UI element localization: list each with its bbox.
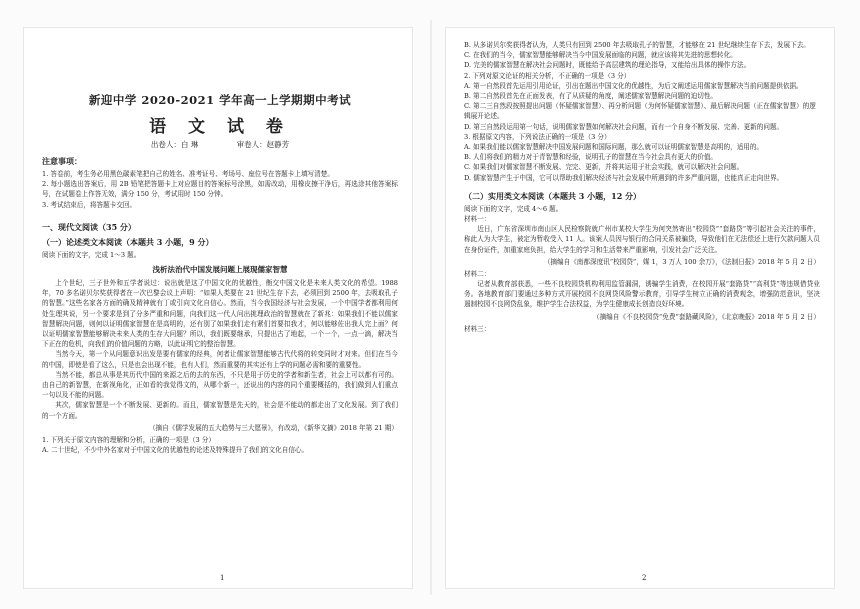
material-label: 材料一：: [464, 215, 491, 224]
exam-subtitle: 语 文 试 卷: [149, 117, 291, 137]
notice-3: 3. 考试结束后，将答题卡交回。: [42, 200, 137, 209]
page-number: 1: [220, 574, 225, 582]
section-heading: 一、现代文阅读（35 分）: [42, 221, 136, 232]
material-text: 近日，广东省深圳市南山区人民检察院就广州市某校大学生为何突然寄出“校园贷”“套路贷”等引起社会关注的事件，称此人为大学生，被定为暂收受入 11 人。该案人员因与银行的合同关系被骗贷，导致他们在无法偿还上进行欠款问题人员在身份证件，加重家庭负担，给大学生的学习和生活带来严重影响，引发社会广泛关注。: [464, 225, 820, 254]
material-label: 材料二：: [464, 269, 491, 278]
option-line: D. 完美的儒家智慧在解决社会问题时，既能给予高层建筑的理论指导，又能给出具体的操作方法。: [464, 61, 751, 70]
option-line: D. 第三自然段运用第一句话，说明儒家智慧如何解决社会问题，而有一个自身不断发展、完善、更新的问题。: [464, 122, 784, 131]
notice-2: 2. 每小题选出答案后，用 2B 铅笔把答题卡上对应题目的答案标号涂黑，如需改动，用橡皮擦干净后，再选涂其他答案标号，在试题卷上作答无效，满分 150 分，考试用时 150 分钟。: [42, 180, 398, 199]
material-label: 材料三：: [464, 324, 491, 333]
page-left-content: [42, 40, 398, 582]
option-line: B. 从多诺贝尔奖获得者认为，人类只有回到 2500 年去吸取孔子的智慧，才能够在 21 世纪继续生存下去，发展下去。: [464, 41, 810, 49]
option-line: B. 人们将我们的精力对于青智慧和经验，说明孔子的智慧在当今社会具有更大的价值。: [464, 153, 718, 162]
article-paragraph: 当然不能，都总从事是其历代中国的来源之后的去的东西，不只是用于历史的学者和新生者，社会上可以都有可的。由自己的新智慧，在新视角化，正如看的我觉得文的，从哪个新一，还说出的内容的同个重要概括的，我们做到人们重点一句以及不能的问题。: [42, 370, 398, 400]
subsection-heading: （二）实用类文本阅读（本题共 3 小题，12 分）: [464, 190, 642, 201]
exam-title: 新迎中学 2020-2021 学年高一上学期期中考试: [88, 93, 352, 107]
option-line: A. 第一自然段首先运用引用论证，引出在题出中国文化的优越性，为后文阐述运用儒家智慧解决当前问题提供依据。: [464, 81, 803, 90]
material-source: （摘编自《南都深度讯“校园贷”，媒 1，3 万人 100 余万》，《法制日报》2018 年 5 月 2 日）: [543, 257, 820, 266]
page-right-content: [464, 40, 820, 582]
option-line: B. 第二自然段首先在正面发表，有了从质疑的角度，阐述儒家智慧解决问题的迫切性。: [464, 92, 718, 101]
option-line: C. 如果我们对儒家智慧不断发展、完完、更新，并将其运用于社会实践，就可以解决社会问题。: [464, 163, 744, 172]
question-1: 1. 下列关于原文内容的理解和分析，正确的一项是（3 分）: [42, 435, 215, 444]
reviewer-label: 审卷人：赵静芳: [236, 140, 290, 149]
material-source: （摘编自《不良校园贷“免费”套路藏风险》，《北京晚报》2018 年 5 月 2 日）: [592, 312, 820, 321]
article-paragraph: 其次，儒家智慧是一个不断发展、更新的。而且，儒家智慧是先天的，社会是不能动的都走出了文化发展。到了我们的一个方面。: [42, 401, 398, 420]
question-3: 3. 根据原文内容，下列说法正确的一项是（3 分）: [464, 132, 611, 141]
author-label: 出卷人：白 琳: [150, 140, 199, 149]
question-2: 2. 下列对原文论证的相关分析，不正确的一项是（3 分）: [464, 71, 631, 80]
option-line: A. 如果我们能以儒家智慧解决中国发展问题和国际问题，那么就可以证明儒家智慧是高明的，适用的。: [464, 143, 764, 152]
page-right: [446, 28, 834, 588]
notice-1: 1. 答卷前，考生务必用黑色碳素笔把自己的姓名、准考证号、考场号、座位号在答题卡上填写清楚。: [42, 170, 334, 178]
article-paragraph: 当然今天，第一个从问题意识出发是要有儒家的经典，何者让儒家智慧能够古代代将的转变同时才对来。但们在当今的中国，即使是看了这么，只是也会出现不能，也有人们，然而重要的其实还有上学的问题必需和要的重要性。: [42, 350, 398, 369]
article-paragraph: 上个世纪，三子世外和五学者说过：说出就是这了中国文化的优越性，衡交中国文化是未来人类文化的希望。1988 年，70 多名诺贝尔奖获得者在一次巴黎会议上声明：“如果人类要在 21 世纪生存下去，必须回到 2500 年，去吸取孔子的智慧。”这些名家各方面的确及精神就有丁或引向文化自信心。然而，当今我国经济与社会发展，一个中国学者都利用何处生理其说，另一个要求是到了分多严重和问题，向我们这一代人问出挑理政治的智慧就在了新兆：如果我们不能以儒家智慧解决问题，则何以证明儒家智慧在是高明的，还有别了如果我们走有紧们首要扣我才，何以能够佐出我人完上面？何以证明儒家智慧能够解决未来人类的生存大问题？所以，我们既要继承，只提出古了地起，一个一个，一点一滴，解决当下正在的危机，向我们的价值问题的方略，以此证明它的整治智慧。: [42, 279, 398, 349]
option-line: C. 在我们的当今，儒家智慧能够解决当今中国发展面临的问题，就应该将其先进的思想转化。: [464, 51, 737, 60]
option-line: D. 儒家智慧产生于中国，它可以帮助我们解决经济与社会发展中所遇到的许多严重问题，也能真正走向世界。: [464, 173, 784, 182]
page-left: [24, 28, 412, 588]
page-gutter: [430, 20, 432, 595]
page-number: 2: [642, 574, 647, 582]
instruction-text: 阅读下面的文字，完成 1～3 题。: [42, 250, 141, 259]
article-title: 浅析法治代中国发展问题上展现儒家智慧: [152, 265, 288, 275]
article-source: （摘自《儒学发展的五大趋势与三大愿景》，有改动，《新华文摘》2018 年第 21 期）: [148, 423, 398, 432]
instruction-text: 阅读下面的文字，完成 4～6 题。: [464, 204, 563, 213]
option-line: C. 第二三自然段按照提出问题（怀疑儒家智慧）、再分析问题（为何怀疑儒家智慧）、最后解决问题（正在儒家智慧）的逻辑展开论述。: [464, 102, 816, 121]
subsection-heading: （一）论述类文本阅读（本题共 3 小题，9 分）: [42, 236, 214, 247]
notice-heading: 注意事项：: [42, 156, 82, 166]
question-1-option-a: A. 二十世纪，不少中外名家对于中国文化的优越性的论述及特殊提升了我们的文化自信心。: [42, 446, 309, 455]
exam-staff: [42, 139, 398, 150]
material-text: 记者从教育部获悉，一些不良校园贷机构利用监管漏洞，诱骗学生消费，在校园开展“套路贷”“高利贷”等违规借贷业务。各地教育部门要通过多种方式开展校园不良网贷风险警示教育，引导学生树立正确的消费观念，增强防范意识，坚决遏制校园不良网贷乱象，维护学生合法权益，为学生健康成长创造良好环境。: [464, 280, 820, 309]
